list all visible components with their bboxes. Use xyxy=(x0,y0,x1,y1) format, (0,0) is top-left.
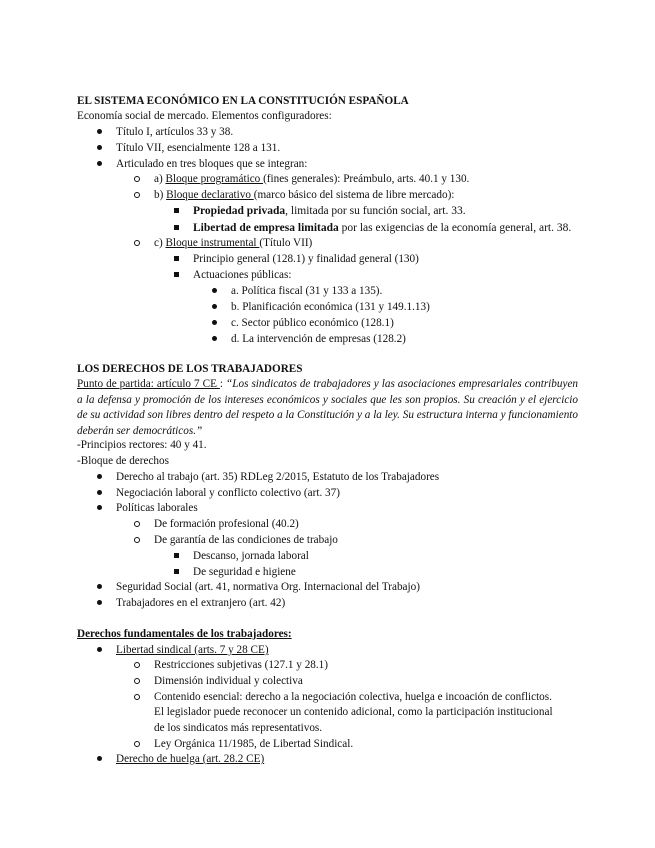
list-item-text: Dimensión individual y colectiva xyxy=(154,675,303,687)
list-item-text: Derecho al trabajo (art. 35) RDLeg 2/2015, Estatuto de los Trabajadores xyxy=(116,471,440,483)
list-item xyxy=(154,533,338,547)
list-item-text: Seguridad Social (art. 41, normativa Org. Internacional del Trabajo) xyxy=(116,581,420,593)
list-item-text: Descanso, jornada laboral xyxy=(193,550,309,562)
block-a-prefix: a) xyxy=(154,173,166,185)
list-item-text: b. Planificación económica (131 y 149.1.13) xyxy=(231,301,430,313)
list-item xyxy=(154,517,299,531)
list-item xyxy=(231,284,382,298)
list-item-text: Título I, artículos 33 y 38. xyxy=(116,126,234,138)
list-item-text: Título VII, esencialmente 128 a 131. xyxy=(116,142,281,154)
bullet-icon xyxy=(97,505,102,510)
list-item xyxy=(116,141,280,155)
bullet-icon xyxy=(97,145,102,150)
bullet-icon xyxy=(97,647,102,652)
list-item-text: Negociación laboral y conflicto colectivo (art. 37) xyxy=(116,487,340,499)
principles-line: -Principios rectores: 40 y 41. xyxy=(77,439,207,451)
section2-title: LOS DERECHOS DE LOS TRABAJADORES xyxy=(77,363,303,375)
strike-text: Derecho de huelga (art. 28.2 CE) xyxy=(116,753,265,765)
list-item xyxy=(116,596,285,610)
b-item2-bold: Libertad de empresa limitada xyxy=(193,222,339,234)
list-item xyxy=(154,690,552,704)
section1-subtitle: Economía social de mercado. Elementos configuradores: xyxy=(77,110,332,122)
block-c-item xyxy=(193,268,291,282)
circle-bullet-icon xyxy=(134,240,140,246)
b-item1-bold: Propiedad privada xyxy=(193,205,286,217)
square-bullet-icon xyxy=(174,569,179,574)
bullet-icon xyxy=(97,129,102,134)
list-item xyxy=(154,658,328,672)
square-bullet-icon xyxy=(174,208,179,213)
section3-title: Derechos fundamentales de los trabajadores: xyxy=(77,628,292,640)
list-item-text: a. Política fiscal (31 y 133 a 135). xyxy=(231,285,383,297)
block-b-item xyxy=(193,204,466,218)
list-item-text: De seguridad e higiene xyxy=(193,566,296,578)
bullet-icon xyxy=(212,304,217,309)
bullet-icon xyxy=(97,490,102,495)
bullet-icon xyxy=(97,584,102,589)
block-a-text: (fines generales): Preámbulo, arts. 40.1 y 130. xyxy=(263,173,470,185)
list-item xyxy=(154,737,353,751)
list-item-text: Políticas laborales xyxy=(116,502,198,514)
list-item-continuation: El legislador puede reconocer un contenido adicional, como la participación institucional xyxy=(154,706,553,718)
square-bullet-icon xyxy=(174,553,179,558)
list-item xyxy=(116,157,307,171)
list-item-text: Restricciones subjetivas (127.1 y 28.1) xyxy=(154,659,328,671)
block-b-prefix: b) xyxy=(154,189,167,201)
b-item1-text: , limitada por su función social, art. 33. xyxy=(285,205,466,217)
block-c-prefix: c) xyxy=(154,237,166,249)
list-item xyxy=(116,580,420,594)
block-b-label: Bloque declarativo xyxy=(166,189,254,201)
bullet-icon xyxy=(212,336,217,341)
block-c-text: (Título VII) xyxy=(259,237,313,249)
circle-bullet-icon xyxy=(134,741,140,747)
list-item xyxy=(116,470,439,484)
bullet-icon xyxy=(97,474,102,479)
list-item xyxy=(231,300,430,314)
square-bullet-icon xyxy=(174,225,179,230)
list-item-text: Contenido esencial: derecho a la negociación colectiva, huelga e incoación de conflictos. xyxy=(154,691,552,703)
block-b xyxy=(154,188,454,202)
square-bullet-icon xyxy=(174,272,179,277)
article-7-quote: “Los sindicatos de trabajadores y las asociaciones empresariales contribuyen a la defensa y promoción de los intereses económicos y sociales que les son propios. Su creación y el ejercicio de su actividad son libres dentro del respeto a la Constitución y a la ley. Su estructura interna y funcionamiento deberán ser democráticos.” xyxy=(77,378,579,437)
circle-bullet-icon xyxy=(134,694,140,700)
block-c-label: Bloque instrumental xyxy=(165,237,260,249)
circle-bullet-icon xyxy=(134,521,140,527)
list-item xyxy=(154,674,303,688)
c-item2-text: Actuaciones públicas: xyxy=(193,269,292,281)
list-item-text: De formación profesional (40.2) xyxy=(154,518,299,530)
bullet-icon xyxy=(97,161,102,166)
circle-bullet-icon xyxy=(134,537,140,543)
bullet-icon xyxy=(212,320,217,325)
list-item xyxy=(116,125,233,139)
freedom-item xyxy=(116,643,269,657)
circle-bullet-icon xyxy=(134,662,140,668)
list-item-text: c. Sector público económico (128.1) xyxy=(231,317,394,329)
bullet-icon xyxy=(212,288,217,293)
list-item xyxy=(231,316,394,330)
list-item-text: Ley Orgánica 11/1985, de Libertad Sindical. xyxy=(154,738,354,750)
starting-point-paragraph xyxy=(77,377,578,439)
list-item-text: Articulado en tres bloques que se integran: xyxy=(116,158,308,170)
section1-title: EL SISTEMA ECONÓMICO EN LA CONSTITUCIÓN ESPAÑOLA xyxy=(77,95,409,107)
block-a xyxy=(154,172,469,186)
list-item-text: d. La intervención de empresas (128.2) xyxy=(231,333,406,345)
list-item-continuation: de los sindicatos más representativos. xyxy=(154,722,323,734)
block-c-item xyxy=(193,252,419,266)
circle-bullet-icon xyxy=(134,678,140,684)
list-item-text: Trabajadores en el extranjero (art. 42) xyxy=(116,597,286,609)
block-a-label: Bloque programático xyxy=(165,173,264,185)
b-item2-text: por las exigencias de la economía general, art. 38. xyxy=(338,222,572,234)
square-bullet-icon xyxy=(174,256,179,261)
starting-point-label: Punto de partida: artículo 7 CE xyxy=(77,378,220,390)
block-b-text: (marco básico del sistema de libre mercado): xyxy=(253,189,455,201)
list-item xyxy=(193,565,296,579)
freedom-text: Libertad sindical (arts. 7 y 28 CE) xyxy=(116,644,269,656)
rights-block-line: -Bloque de derechos xyxy=(77,455,169,467)
list-item xyxy=(116,501,198,515)
c-item1-text: Principio general (128.1) y finalidad general (130) xyxy=(193,253,419,265)
bullet-icon xyxy=(97,600,102,605)
strike-item xyxy=(116,752,264,766)
list-item xyxy=(231,332,406,346)
block-b-item xyxy=(193,221,571,235)
bullet-icon xyxy=(97,756,102,761)
block-c xyxy=(154,236,312,250)
starting-point-colon: : xyxy=(219,378,227,390)
circle-bullet-icon xyxy=(134,192,140,198)
circle-bullet-icon xyxy=(134,176,140,182)
list-item xyxy=(116,486,340,500)
list-item-text: De garantía de las condiciones de trabajo xyxy=(154,534,338,546)
list-item xyxy=(193,549,309,563)
